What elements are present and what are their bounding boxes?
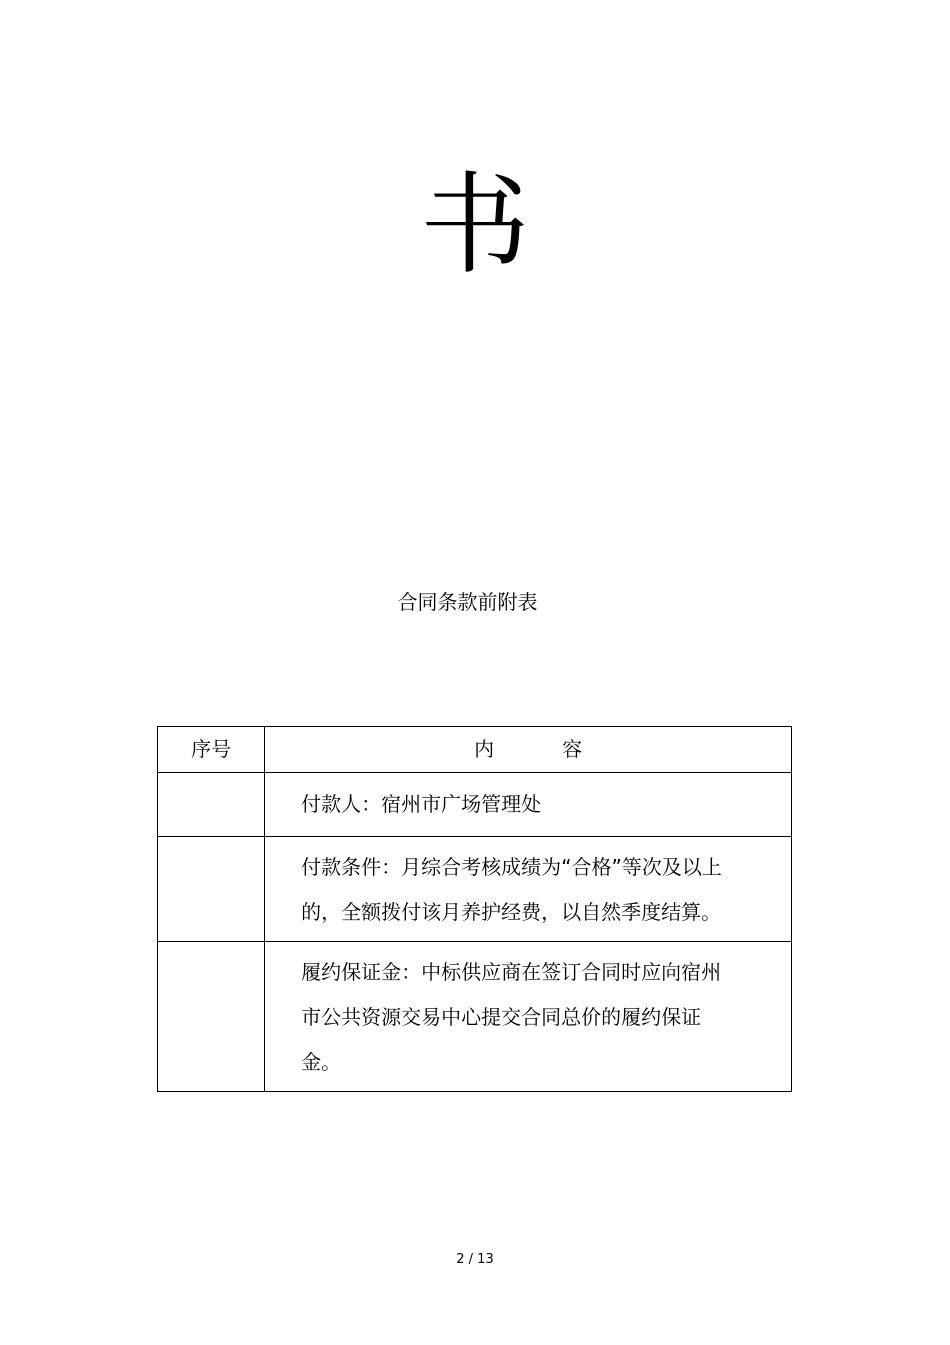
table-row (158, 773, 792, 837)
row-serial-number (158, 942, 265, 1092)
row-serial-number (158, 837, 265, 942)
row-content-text: 履约保证金：中标供应商在签订合同时应向宿州市公共资源交易中心提交合同总价的履约保证金。 (301, 960, 722, 1074)
header-content: 内容 (265, 727, 792, 773)
table-header-row (158, 727, 792, 773)
row-content-cell (265, 773, 792, 837)
row-content-cell (265, 942, 792, 1092)
page-heading-character: 书 (420, 161, 530, 289)
table-row (158, 942, 792, 1092)
header-serial-number: 序号 (158, 727, 265, 773)
row-content-cell (265, 837, 792, 942)
row-content-text: 付款条件：月综合考核成绩为“合格”等次及以上的，全额拨付该月养护经费，以自然季度结算。 (301, 855, 722, 924)
table-row (158, 837, 792, 942)
row-content-text: 付款人：宿州市广场管理处 (301, 792, 542, 816)
contract-terms-table (157, 726, 792, 1092)
row-serial-number (158, 773, 265, 837)
page-number: 2 / 13 (456, 1252, 494, 1267)
table-title: 合同条款前附表 (397, 590, 538, 614)
